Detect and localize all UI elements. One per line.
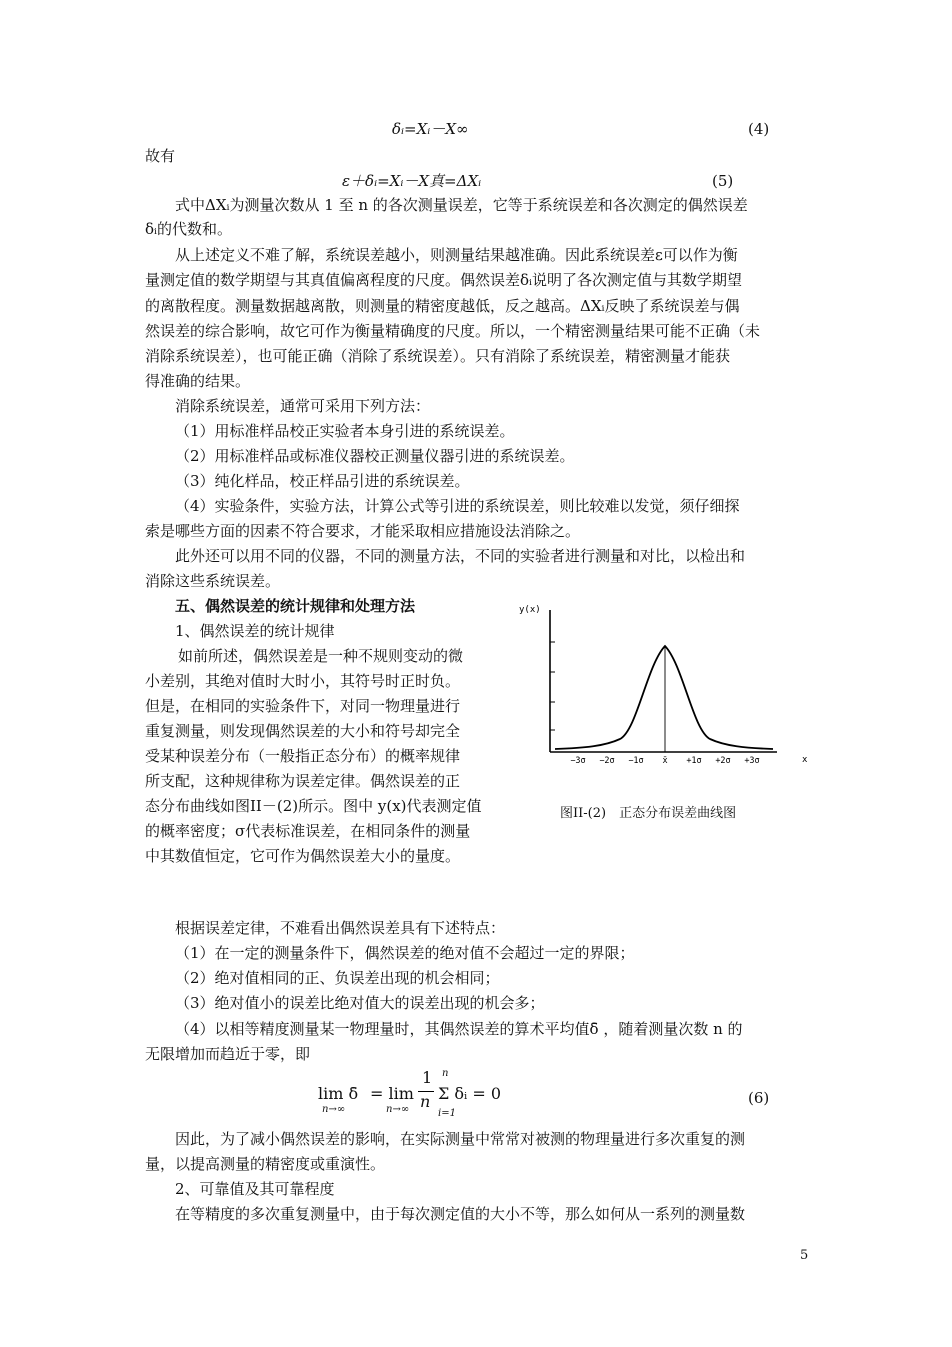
figure-caption: 图II-(2) 正态分布误差曲线图 [560,806,737,821]
eq6-sum-bottom: i=1 [438,1108,456,1119]
figure-xlabel: x [802,755,808,765]
paragraph-line: 量，以提高测量的精密度或重演性。 [145,1155,386,1173]
paragraph-line: 受某种误差分布（一般指正态分布）的概率规律 [145,747,461,765]
paragraph-line: 在等精度的多次重复测量中，由于每次测定值的大小不等，那么如何从一系列的测量数 [175,1205,746,1223]
equation-6-number: (6) [748,1089,770,1107]
eq6-sum-body: Σ δᵢ = 0 [438,1084,502,1103]
tick-label: −1σ [628,756,644,766]
equation-5: ε＋δᵢ=Xᵢ－X真=ΔXᵢ [342,172,482,190]
method-item-4: （4）实验条件，实验方法，计算公式等引进的系统误差，则比较难以发觉，须仔细探 [175,497,740,515]
paragraph-line: 消除系统误差），也可能正确（消除了系统误差）。只有消除了系统误差，精密测量才能获 [145,347,731,365]
tick-label: +2σ [715,756,731,766]
paragraph-line: 的离散程度。测量数据越离散，则测量的精密度越低，反之越高。ΔXᵢ反映了系统误差与偶 [145,297,740,315]
eq6-sub-left: n→∞ [322,1104,346,1115]
paragraph-line: 得准确的结果。 [145,372,251,390]
tick-label: −2σ [599,756,615,766]
paragraph-line: 消除这些系统误差。 [145,572,281,590]
text-guyou: 故有 [145,147,176,165]
paragraph-line: 小差别，其绝对值时大时小，其符号时正时负。 [145,672,461,690]
paragraph-line: 从上述定义不难了解，系统误差越小，则测量结果越准确。因此系统误差ε可以作为衡 [175,246,738,264]
eq6-frac-num: 1 [422,1068,433,1087]
paragraph-line: 因此，为了减小偶然误差的影响，在实际测量中常常对被测的物理量进行多次重复的测 [175,1130,746,1148]
paragraph-line: 量测定值的数学期望与其真值偏离程度的尺度。偶然误差δᵢ说明了各次测定值与其数学期望 [145,271,743,289]
method-item-2: （2）用标准样品或标准仪器校正测量仪器引进的系统误差。 [175,447,575,465]
paragraph-line: 所支配，这种规律称为误差定律。偶然误差的正 [145,772,461,790]
eq6-frac-den: n [420,1092,431,1111]
eq6-sub-middle: n→∞ [386,1104,410,1115]
figure-ylabel: y(x) [519,605,541,615]
method-item-3: （3）纯化样品，校正样品引进的系统误差。 [175,472,470,490]
equation-5-number: (5) [712,172,734,190]
paragraph-line: 如前所述，偶然误差是一种不规则变动的微 [178,647,464,665]
section-heading-5: 五、偶然误差的统计规律和处理方法 [175,597,416,615]
paragraph-line: 的概率密度；σ代表标准误差，在相同条件的测量 [145,822,471,840]
paragraph-line: 无限增加而趋近于零，即 [145,1045,311,1063]
tick-label: +3σ [744,756,760,766]
paragraph-line: 但是，在相同的实验条件下，对同一物理量进行 [145,697,461,715]
subheading-2: 2、可靠值及其可靠程度 [175,1180,335,1198]
paragraph-line: 索是哪些方面的因素不符合要求，才能采取相应措施设法消除之。 [145,522,581,540]
page-number: 5 [800,1248,809,1263]
equation-6 [318,1062,538,1128]
eq6-lim-middle: = lim [370,1084,414,1103]
feature-item-4: （4）以相等精度测量某一物理量时，其偶然误差的算术平均值δ̄ ，随着测量次数 n 的 [175,1020,743,1038]
eq6-lim-left: lim δ̄ [318,1084,359,1103]
equation-4: δᵢ=Xᵢ－X∞ [392,120,469,138]
feature-item-3: （3）绝对值小的误差比绝对值大的误差出现的机会多； [175,994,545,1012]
paragraph-line: 此外还可以用不同的仪器，不同的测量方法，不同的实验者进行测量和对比，以检出和 [175,547,746,565]
feature-item-1: （1）在一定的测量条件下，偶然误差的绝对值不会超过一定的界限； [175,944,635,962]
gaussian-curve [555,646,773,749]
method-item-1: （1）用标准样品校正实验者本身引进的系统误差。 [175,422,515,440]
paragraph-line: 重复测量，则发现偶然误差的大小和符号却完全 [145,722,461,740]
equation-4-number: (4) [748,120,770,138]
normal-distribution-figure [515,600,815,772]
paragraph-line: 消除系统误差，通常可采用下列方法： [175,397,431,415]
paragraph-line: 式中ΔXᵢ为测量次数从 1 至 n 的各次测量误差，它等于系统误差和各次测定的偶然误差 [175,196,748,214]
eq6-sum-top: n [442,1068,449,1079]
feature-item-2: （2）绝对值相同的正、负误差出现的机会相同； [175,969,500,987]
paragraph-line: δᵢ的代数和。 [145,220,233,238]
tick-label: +1σ [686,756,702,766]
paragraph-line: 根据误差定律，不难看出偶然误差具有下述特点： [175,919,506,937]
paragraph-line: 然误差的综合影响，故它可作为衡量精确度的尺度。所以，一个精密测量结果可能不正确（未 [145,322,761,340]
subheading-1: 1、偶然误差的统计规律 [175,622,335,640]
paragraph-line: 中其数值恒定，它可作为偶然误差大小的量度。 [145,847,461,865]
paragraph-line: 态分布曲线如图II－(2)所示。图中 y(x)代表测定值 [145,797,482,815]
tick-label: x̄ [662,756,668,766]
tick-label: −3σ [570,756,586,766]
